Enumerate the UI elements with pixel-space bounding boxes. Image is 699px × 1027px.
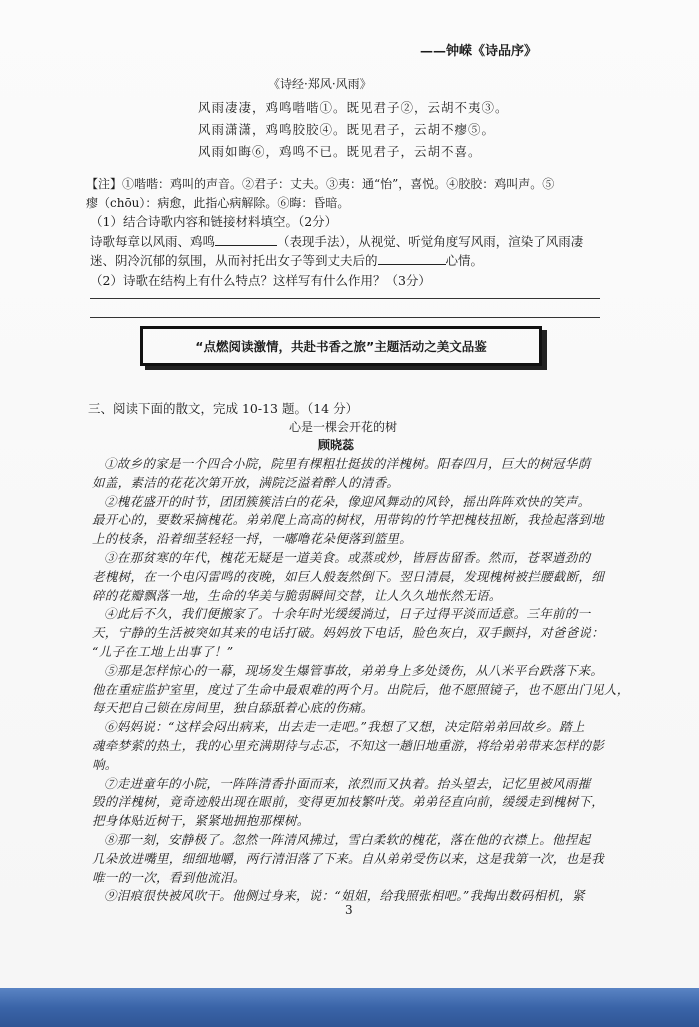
essay-line: 毁的洋槐树，竟奇迹般出现在眼前，变得更加枝繁叶茂。弟弟径直向前，缓缓走到槐树下，	[92, 794, 605, 810]
fill-text: 迷、阴冷沉郁的氛围，从而衬托出女子等到丈夫后的	[90, 253, 378, 268]
answer-line[interactable]	[90, 317, 600, 318]
essay-line: 天，宁静的生活被突如其来的电话打破。妈妈放下电话，脸色灰白，双手颤抖，对爸爸说：	[92, 625, 605, 641]
essay-line: 把身体贴近树干，紧紧地拥抱那棵树。	[92, 813, 310, 829]
essay-line: ④此后不久，我们便搬家了。十余年时光缓缓淌过，日子过得平淡而适意。三年前的一	[104, 606, 591, 622]
essay-line: ①故乡的家是一个四合小院，院里有棵粗壮挺拔的洋槐树。阳春四月，巨大的树冠华荫	[104, 456, 591, 471]
question-1-fill-line-1	[90, 232, 583, 250]
essay-line: 最开心的，要数采摘槐花。弟弟爬上高高的树杈，用带钩的竹竿把槐枝扭断，我捡起落到地	[92, 512, 605, 528]
activity-banner	[140, 326, 542, 366]
essay-line: 唯一的一次，看到他流泪。	[92, 869, 246, 885]
annotation-note: 瘳（chōu）：病愈，此指心病解除。⑥晦：昏暗。	[86, 196, 350, 210]
question-1: （1）结合诗歌内容和链接材料填空。（2分）	[90, 214, 338, 229]
essay-author: 顾晓蕊	[318, 438, 355, 452]
page-number: 3	[345, 903, 353, 917]
essay-line: ⑥妈妈说：“这样会闷出病来，出去走一走吧。”我想了又想，决定陪弟弟回故乡。踏上	[104, 719, 585, 735]
essay-line: 上的枝条，沿着细茎轻轻一捋，一嘟噜花朵便落到篮里。	[92, 531, 413, 547]
essay-line: 魂牵梦萦的热土，我的心里充满期待与忐忑，不知这一趟旧地重游，将给弟弟带来怎样的影	[92, 738, 605, 753]
essay-line: ⑤那是怎样惊心的一幕，现场发生爆管事故，弟弟身上多处烫伤，从八米平台跌落下来。	[104, 662, 604, 678]
essay-line: “儿子在工地上出事了！”	[92, 644, 234, 659]
fill-text: 诗歌每章以风雨、鸡鸣	[90, 234, 216, 249]
annotation-note: 【注】①喈喈：鸡叫的声音。②君子：丈夫。③夷：通“怡”，喜悦。④胶胶：鸡叫声。⑤	[86, 177, 555, 191]
fill-text: 心情。	[445, 253, 484, 268]
essay-line: ②槐花盛开的时节，团团簇簇洁白的花朵，像迎风舞动的风铃，摇出阵阵欢快的笑声。	[104, 493, 591, 509]
poem-title: 《诗经·郑风·风雨》	[268, 77, 372, 91]
essay-line: 如盖，素洁的花花次第开放，满院泛溢着醉人的清香。	[92, 474, 400, 490]
attribution: ——钟嵘《诗品序》	[420, 44, 538, 59]
essay-line: 几朵放进嘴里，细细地嚼，两行清泪落了下来。自从弟弟受伤以来，这是我第一次，也是我	[92, 850, 605, 866]
essay-line: 老槐树，在一个电闪雷鸣的夜晚，如巨人般轰然倒下。翌日清晨，发现槐树被拦腰截断，细	[92, 568, 605, 584]
question-1-fill-line-2	[90, 251, 483, 269]
poem-line: 风雨如晦⑥，鸡鸣不已。既见君子，云胡不喜。	[198, 144, 482, 159]
question-2: （2）诗歌在结构上有什么特点？这样写有什么作用？（3分）	[90, 273, 431, 288]
poem-line: 风雨潇潇，鸡鸣胶胶④。既见君子，云胡不瘳⑤。	[198, 122, 496, 137]
essay-line: ③在那贫寒的年代，槐花无疑是一道美食。或蒸或炒，皆唇齿留香。然而，苍翠遒劲的	[104, 550, 591, 565]
answer-blank[interactable]	[215, 235, 277, 246]
essay-line: ⑧那一刻，安静极了。忽然一阵清风拂过，雪白柔软的槐花，落在他的衣襟上。他捏起	[104, 832, 591, 847]
essay-line: 他在重症监护室里，度过了生命中最艰难的两个月。出院后，他不愿照镜子，也不愿出门见人，	[92, 681, 630, 697]
essay-line: ⑦走进童年的小院，一阵阵清香扑面而来，浓烈而又执着。抬头望去，记忆里被风雨摧	[104, 775, 591, 791]
essay-line: ⑨泪痕很快被风吹干。他侧过身来，说：“姐姐，给我照张相吧。”我掏出数码相机，紧	[104, 888, 585, 904]
banner-text: “点燃阅读激情，共赴书香之旅”主题活动之美文品鉴	[195, 339, 487, 354]
section-heading: 三、阅读下面的散文，完成 10-13 题。（14 分）	[88, 401, 359, 416]
essay-line: 响。	[92, 756, 118, 772]
essay-line: 每天把自己锁在房间里，独自舔舐着心底的伤痛。	[92, 700, 374, 716]
answer-blank[interactable]	[378, 254, 446, 265]
bottom-toolbar	[0, 988, 699, 1027]
poem-line: 风雨凄凄，鸡鸣喈喈①。既见君子②，云胡不夷③。	[198, 100, 509, 115]
answer-line[interactable]	[90, 298, 600, 299]
essay-title: 心是一棵会开花的树	[289, 420, 398, 434]
essay-line: 碎的花瓣飘落一地，生命的华美与脆弱瞬间交替，让人久久地怅然无语。	[92, 587, 502, 603]
fill-text: （表现手法），从视觉、听觉角度写风雨，渲染了风雨凄	[277, 234, 584, 249]
